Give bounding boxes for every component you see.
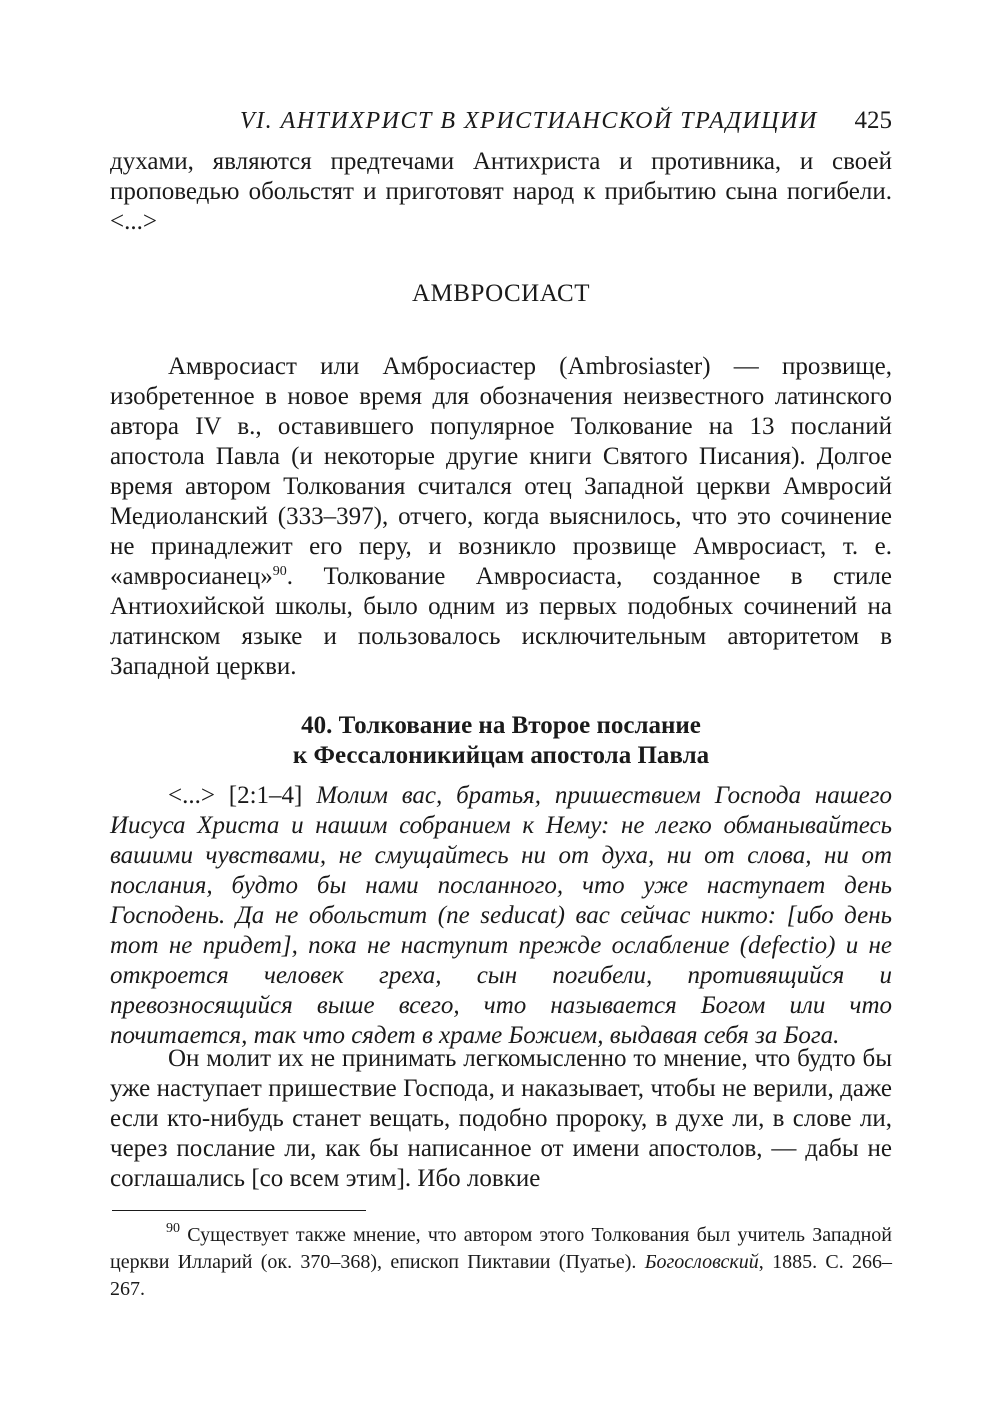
continued-paragraph: [110, 147, 892, 237]
chapter-title-line: к Фессалоникийцам апостола Павла: [292, 742, 710, 769]
quote-scripture: Молим вас, братья, пришествием Господа нашего Иисуса Христа и нашим собранием к Нему: не легко обманывайтесь вашими чувствами, не смущайтесь ни от духа, ни от слова, ни от послания, будто бы нами посланного, что уже наступает день Господень. Да не обольстит (ne seducat) вас сейчас никто: [ибо день тот не придет], пока не наступит прежде ослабление (defectio) и не откроется человек греха, сын погибели, противящийся и превозносящийся выше всего, что называется Богом или что почитается, так что сядет в храме Божием, выдавая себя за Бога.: [110, 782, 893, 1049]
footnote-text: Существует также мнение, что автором этого Толкования был учитель Западной церкви Илларий (ок. 370–368), епископ Пиктавии (Пуатье).: [110, 1224, 892, 1273]
intro-text-before-note: Амвросиаст или Амбросиастер (Ambrosiaster) — прозвище, изобретенное в новое время для обозначения неизвестного латинского автора IV в., оставившего популярное Толкование на 13 посланий апостола Павла (и некоторые другие книги Святого Писания). Долгое время автором Толкования считался отец Западной церкви Амвросий Медиоланский (333–397), отчего, когда выяснилось, что это сочинение не принадлежит его перу, и возникло прозвище Амвросиаст, т. е. «амвросианец»: [110, 353, 892, 590]
quote-paragraph: [110, 781, 892, 1051]
running-head: VI. АНТИХРИСТ В ХРИСТИАНСКОЙ ТРАДИЦИИ: [240, 108, 818, 134]
footnote-citation-rest: , 1885. С. 266–267.: [110, 1251, 892, 1300]
footnote-citation-author: Богословский: [644, 1251, 759, 1273]
footnote-divider: [112, 1210, 366, 1211]
chapter-title: [110, 711, 892, 771]
quote-lead: <...> [2:1–4]: [168, 782, 317, 809]
intro-paragraph: [110, 352, 892, 682]
footnote-ref: 90: [272, 564, 287, 579]
commentary-text: Он молит их не принимать легкомысленно то мнение, что будто бы уже наступает пришествие Господа, и наказывает, чтобы не верили, даже если кто-нибудь станет вещать, подобно пророку, в духе ли, в слове ли, через послание ли, как бы написанное от имени апостолов, — дабы не соглашались [со всем этим]. Ибо ловкие: [110, 1045, 892, 1192]
commentary-paragraph: [110, 1044, 892, 1194]
footnote: [110, 1222, 892, 1303]
intro-text: [110, 352, 892, 682]
footnote-number: 90: [166, 1221, 180, 1236]
quote-text: [110, 781, 892, 1051]
page-number: 425: [854, 107, 892, 134]
section-title: АМВРОСИАСТ: [411, 280, 590, 307]
paragraph-text: духами, являются предтечами Антихриста и противника, и своей проповедью обольстят и приготовят народ к прибытию сына погибели. <...>: [110, 148, 892, 235]
intro-text-after-note: . Толкование Амвросиаста, созданное в стиле Антиохийской школы, было одним из первых подобных сочинений на латинском языке и пользовалось исключительным авторитетом в Западной церкви.: [110, 563, 892, 680]
page-header: [110, 104, 892, 138]
chapter-title-line: 40. Толкование на Второе послание: [301, 712, 701, 739]
